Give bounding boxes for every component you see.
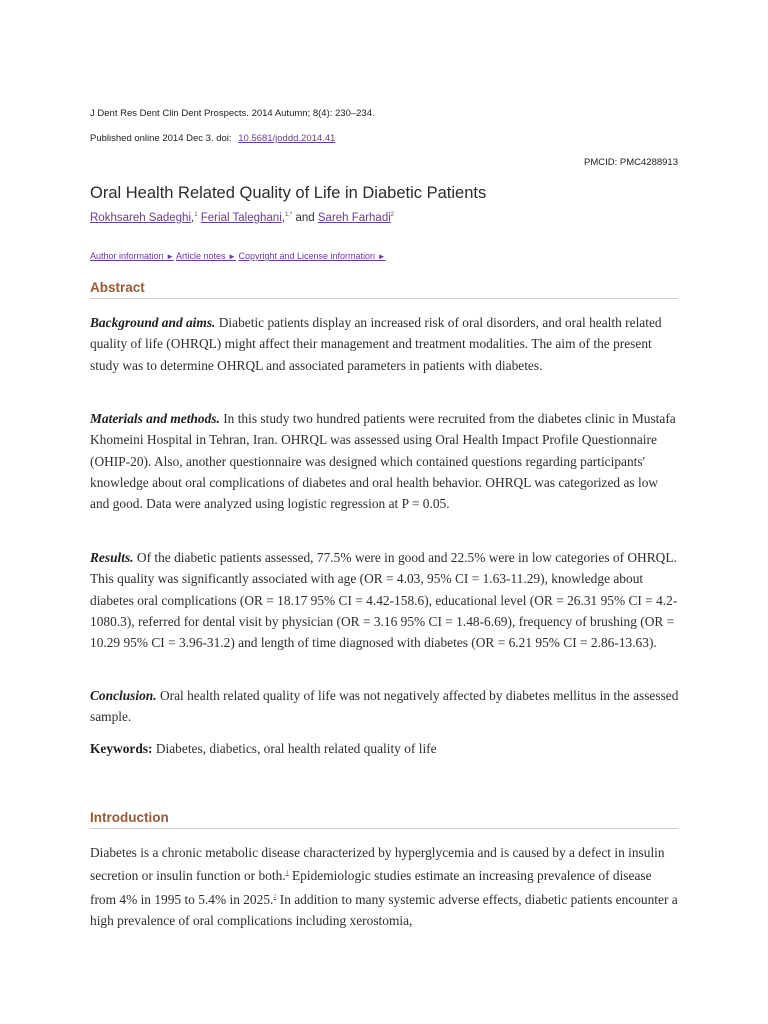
keywords bbox=[90, 738, 680, 759]
keywords-label: Keywords: bbox=[90, 741, 153, 756]
copyright-license-link[interactable]: Copyright and License information ► bbox=[238, 251, 386, 261]
article-info-links bbox=[90, 251, 386, 261]
abstract-heading: Abstract bbox=[90, 280, 678, 299]
author-link-taleghani[interactable]: Ferial Taleghani bbox=[200, 212, 282, 224]
abstract-results bbox=[90, 547, 680, 653]
published-prefix: Published online 2014 Dec 3. doi: bbox=[90, 133, 232, 144]
publication-line bbox=[90, 133, 335, 144]
author-information-link[interactable]: Author information ► bbox=[90, 251, 174, 261]
abstract-background bbox=[90, 312, 680, 376]
author-affiliation-1: 1 bbox=[194, 212, 198, 218]
results-text: Of the diabetic patients assessed, 77.5% were in good and 22.5% were in low categories of OHRQL. This quality was significantly associated with age (OR = 4.03, 95% CI = 1.63-11.29), knowledge about diabetes oral complications (OR = 18.17 95% CI = 4.42-158.6), educational level (OR = 26.31 95% CI = 4.2-1080.3), referred for dental visit by physician (OR = 3.16 95% CI = 1.48-6.69), frequency of brushing (OR = 10.29 95% CI = 3.96-31.2) and length of time diagnosed with diabetes (OR = 6.21 95% CI = 2.86-13.63). bbox=[90, 550, 678, 651]
author-conjunction: and bbox=[295, 212, 315, 224]
triangle-right-icon: ► bbox=[228, 252, 236, 261]
citation-ref-1[interactable]: 1 bbox=[285, 870, 289, 877]
pmcid: PMCID: PMC4288913 bbox=[584, 157, 678, 168]
author-link-sadeghi[interactable]: Rokhsareh Sadeghi bbox=[90, 212, 192, 224]
methods-text: In this study two hundred patients were recruited from the diabetes clinic in Mustafa Khomeini Hospital in Tehran, Iran. OHRQL was assessed using Oral Health Impact Profile Questionnaire (OHIP-20). Also, another questionnaire was designed which contained questions regarding participants' knowledge about oral complications of diabetes and oral health behavior. OHRQL was categorized as low and good. Data were analyzed using logistic regression at P = 0.05. bbox=[90, 411, 676, 512]
background-label: Background and aims. bbox=[90, 315, 216, 330]
results-label: Results. bbox=[90, 550, 134, 565]
abstract-conclusion bbox=[90, 685, 680, 728]
triangle-right-icon: ► bbox=[166, 252, 174, 261]
introduction-heading: Introduction bbox=[90, 810, 678, 829]
journal-citation: J Dent Res Dent Clin Dent Prospects. 2014 Autumn; 8(4): 230–234. bbox=[90, 108, 375, 119]
conclusion-text: Oral health related quality of life was not negatively affected by diabetes mellitus in the assessed sample. bbox=[90, 688, 679, 725]
keywords-text: Diabetes, diabetics, oral health related quality of life bbox=[155, 741, 437, 756]
article-notes-link[interactable]: Article notes ► bbox=[176, 251, 236, 261]
citation-ref-2[interactable]: 2 bbox=[273, 893, 277, 900]
background-text: Diabetic patients display an increased risk of oral disorders, and oral health related quality of life (OHRQL) might affect their management and treatment modalities. The aim of the present study was to determine OHRQL and associated parameters in patients with diabetes. bbox=[90, 315, 662, 373]
article-title: Oral Health Related Quality of Life in Diabetic Patients bbox=[90, 184, 487, 202]
author-affiliation-3: 2 bbox=[390, 212, 395, 218]
triangle-right-icon: ► bbox=[377, 252, 386, 261]
author-list: Rokhsareh Sadeghi,$^1$ Ferial Taleghani,$^{1,*}$ and Sareh Farhadi$^2$ bbox=[90, 212, 395, 224]
methods-label: Materials and methods. bbox=[90, 411, 220, 426]
conclusion-label: Conclusion. bbox=[90, 688, 157, 703]
author-affiliation-2: 1,* bbox=[284, 212, 293, 218]
introduction-paragraph: Diabetes is a chronic metabolic disease characterized by hyperglycemia and is caused by a defect in insulin secretion or insulin function or both.$^1$ Epidemiologic studies estimate an increasing prevalence of disease from 4% in 1995 to 5.4% in 2025.$^2$ In addition to many systemic adverse effects, diabetic patients encounter a high prevalence of oral complications including xerostomia, bbox=[90, 845, 678, 928]
author-link-farhadi[interactable]: Sareh Farhadi bbox=[317, 212, 391, 224]
doi-link[interactable]: 10.5681/joddd.2014.41 bbox=[238, 133, 336, 144]
abstract-methods bbox=[90, 408, 680, 514]
